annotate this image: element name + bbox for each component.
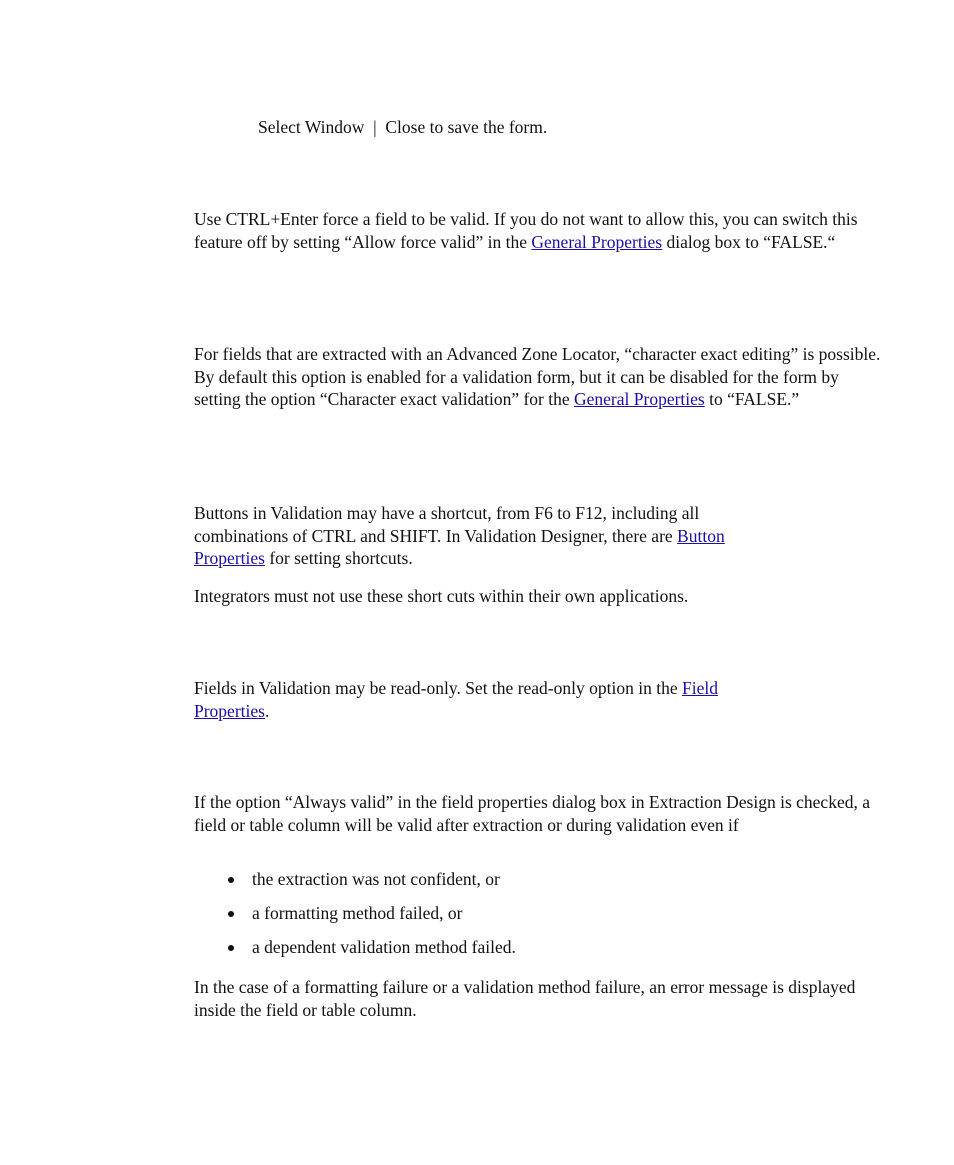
bullet-icon [228, 911, 234, 917]
conditions-list [228, 868, 516, 970]
force-valid-text-before: Use CTRL+Enter force a field to be valid. If you do not want to allow this, you can switch this feature off by setting “Allow force valid” in the [194, 209, 858, 252]
list-item: a dependent validation method failed. [228, 936, 516, 970]
always-valid-paragraph: If the option “Always valid” in the field properties dialog box in Extraction Design is checked, a field or table column will be valid after extraction or during validation even if [194, 792, 870, 835]
list-item: a formatting method failed, or [228, 902, 516, 936]
read-only-text-after: . [264, 700, 270, 721]
read-only-paragraph [194, 677, 794, 722]
shortcuts-text-after: for setting shortcuts. [264, 548, 413, 568]
character-exact-text-before: For fields that are extracted with an Advanced Zone Locator, “character exact editing” is possible. By default this option is enabled for a validation form, but it can be disabled for the form by setting the option “Character exact validation” for the [194, 344, 881, 409]
step-text: Select Window | Close to save the form. [258, 117, 548, 137]
field-properties-link[interactable]: Field Properties [194, 678, 718, 721]
read-only-text-before: Fields in Validation may be read-only. Set the read-only option in the [194, 678, 682, 698]
force-valid-text-after: dialog box to “FALSE.“ [662, 231, 836, 252]
general-properties-link-2[interactable]: General Properties [574, 389, 705, 409]
bullet-icon [228, 945, 234, 951]
character-exact-paragraph [194, 343, 884, 411]
integrators-paragraph: Integrators must not use these short cuts within their own applications. [194, 586, 689, 606]
button-properties-link[interactable]: Button Properties [194, 525, 725, 568]
character-exact-text-after: to “FALSE.” [704, 389, 800, 409]
list-item: the extraction was not confident, or [228, 868, 516, 902]
general-properties-link[interactable]: General Properties [531, 231, 663, 252]
shortcuts-text-before: Buttons in Validation may have a shortcut, from F6 to F12, including all combinations of CTRL and SHIFT. In Validation Designer, there are [194, 503, 700, 546]
shortcuts-paragraph [194, 502, 794, 570]
bullet-icon [228, 877, 234, 883]
failure-paragraph: In the case of a formatting failure or a validation method failure, an error message is displayed inside the field or table column. [194, 977, 856, 1020]
force-valid-paragraph [194, 208, 884, 253]
